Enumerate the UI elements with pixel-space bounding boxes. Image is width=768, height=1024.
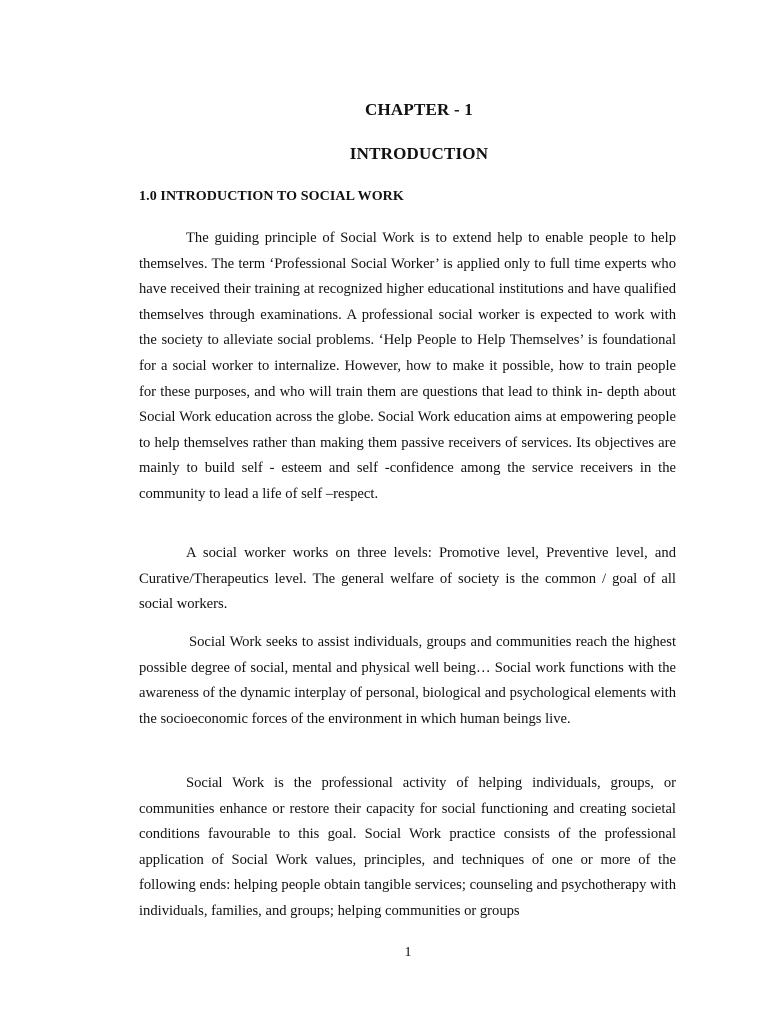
- section-heading: 1.0 INTRODUCTION TO SOCIAL WORK: [139, 189, 404, 204]
- chapter-title: INTRODUCTION: [349, 144, 489, 163]
- page-number: 1: [404, 945, 412, 960]
- chapter-label: CHAPTER - 1: [365, 100, 473, 119]
- paragraph-2: A social worker works on three levels: Promotive level, Preventive level, and Curative/Therapeutics level. The general welfare of society is the common / goal of all social workers.: [139, 545, 676, 613]
- paragraph-3: Social Work seeks to assist individuals, groups and communities reach the highest possible degree of social, mental and physical well being… Social work functions with the awareness of the dynamic interplay of personal, biological and psychological elements with the socioeconomic forces of the environment in which human beings live.: [139, 634, 676, 727]
- paragraph-4: Social Work is the professional activity of helping individuals, groups, or communities enhance or restore their capacity for social functioning and creating societal conditions favourable to this goal. Social Work practice consists of the professional application of Social Work values, principles, and techniques of one or more of the following ends: helping people obtain tangible services; counseling and psychotherapy with individuals, families, and groups; helping communities or groups: [139, 775, 676, 919]
- paragraph-1: The guiding principle of Social Work is to extend help to enable people to help themselves. The term ‘Professional Social Worker’ is applied only to full time experts who have received their training at recognized higher educational institutions and have qualified themselves through examinations. A professional social worker is expected to work with the society to alleviate social problems. ‘Help People to Help Themselves’ is foundational for a social worker to internalize. However, how to make it possible, how to train people for these purposes, and who will train them are questions that lead to think in- depth about Social Work education across the globe. Social Work education aims at empowering people to help themselves rather than making them passive receivers of services. Its objectives are mainly to build self - esteem and self -confidence among the service receivers in the community to lead a life of self –respect.: [139, 230, 676, 502]
